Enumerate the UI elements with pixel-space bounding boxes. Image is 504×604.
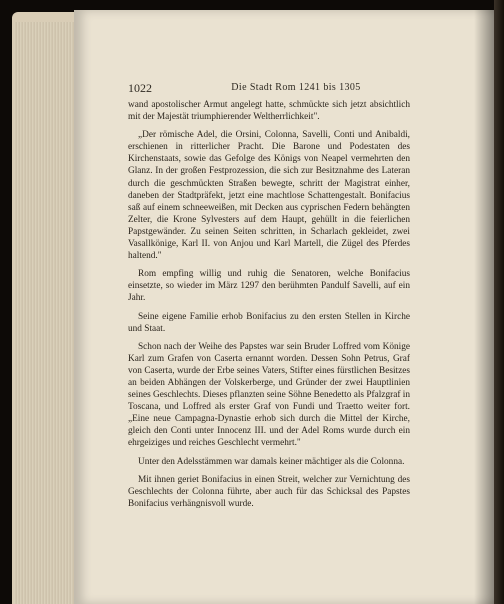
paragraph: Schon nach der Weihe des Papstes war sein Bruder Loffred vom Könige Karl zum Grafen von Caserta ernannt worden. Dessen Sohn Petrus, Graf von Caserta, wurde der Erbe seines Vaters, Stifter eines fürstlichen Besitzes an beiden Abhängen der Volskerberge, und Gründer der zwei Hauptlinien seines Geschlechts. Dieses pflanzten seine Söhne Benedetto als Pfalzgraf in Toscana, und Loffred als erster Graf von Fundi und Traetto weiter fort. „Eine neue Campagna-Dynastie erhob sich durch die Mittel der Kirche, gleich den Conti unter Innocenz III. und der Adel Roms wurde durch ein ehrgeiziges und reiches Geschlecht vermehrt." xyxy=(128,341,410,449)
page-header xyxy=(128,81,412,97)
page-edges xyxy=(14,22,82,604)
paragraph: wand apostolischer Armut angelegt hatte, schmückte sich jetzt absichtlich mit der Majestät triumphierender Weltherrlichkeit". xyxy=(128,100,410,123)
gutter-shadow xyxy=(474,10,496,604)
book-spine xyxy=(494,0,504,604)
page-number: 1022 xyxy=(128,81,152,95)
paragraph: „Der römische Adel, die Orsini, Colonna, Savelli, Conti und Anibaldi, erschienen in ritterlicher Pracht. Die Barone und Podestaten des Kirchenstaats, sowie das Gefolge des Königs von Neapel vermehrten den Glanz. In der großen Festprozession, die sich zur Besitznahme des Lateran durch die geschmückten Straßen bewegte, schritt der Magistrat einher, daneben der Stadtpräfekt, jetzt eine machtlose Schattengestalt. Bonifacius saß auf einem schneeweißen, mit Decken aus cyprischen Federn behängten Zelter, die Krone Sylvesters auf dem Haupt, gehüllt in die feierlichen Papstgewänder. Zu seinen Seiten schritten, in Scharlach gekleidet, zwei Vasallkönige, Karl II. von Anjou und Karl Martell, die Zügel des Pferdes haltend." xyxy=(128,130,410,262)
paragraph: Mit ihnen geriet Bonifacius in einen Streit, welcher zur Vernichtung des Geschlechts der Colonna führte, aber auch für das Schicksal des Papstes Bonifacius verhängnisvoll wurde. xyxy=(128,474,410,509)
paragraph: Rom empfing willig und ruhig die Senatoren, welche Bonifacius einsetzte, so wieder im März 1297 den berühmten Pandulf Savelli, auf ein Jahr. xyxy=(128,269,410,304)
paragraph: Unter den Adelsstämmen war damals keiner mächtiger als die Colonna. xyxy=(138,456,405,467)
paragraph: Seine eigene Familie erhob Bonifacius zu den ersten Stellen in Kirche und Staat. xyxy=(128,311,410,334)
body-text xyxy=(128,99,410,516)
running-head: Die Stadt Rom 1241 bis 1305 xyxy=(231,82,361,93)
